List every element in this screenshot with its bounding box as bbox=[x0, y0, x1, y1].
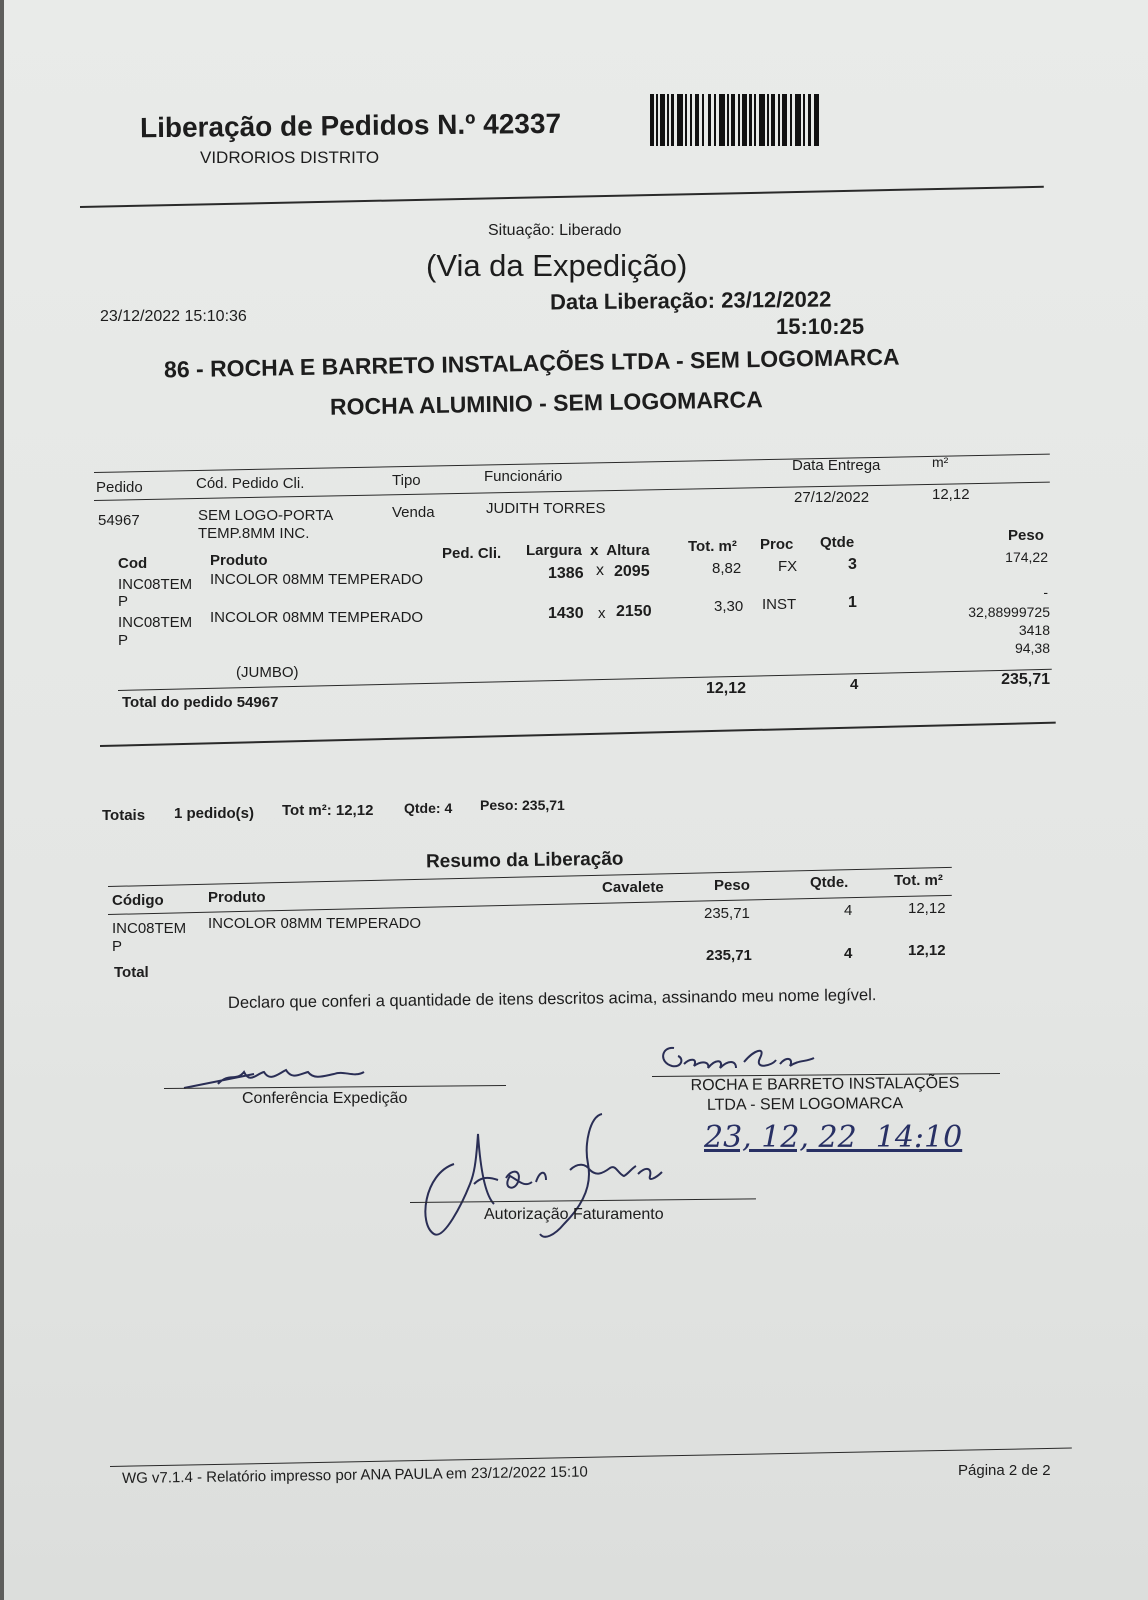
item-row-2-peso-3: 94,38 bbox=[1014, 640, 1050, 656]
totais-peso: Peso: 235,71 bbox=[480, 797, 565, 813]
item-row-2-cod-2: P bbox=[118, 632, 129, 649]
item-row-1-peso: 174,22 bbox=[1005, 549, 1048, 565]
col-header-pedido: Pedido bbox=[96, 479, 143, 496]
order-funcionario: JUDITH TORRES bbox=[486, 500, 606, 517]
item-header-cod: Cod bbox=[118, 555, 148, 572]
item-row-2-largura: 1430 bbox=[548, 605, 584, 622]
resumo-total-tot-m2: 12,12 bbox=[908, 942, 946, 959]
item-row-2-peso-2: 3418 bbox=[1018, 622, 1050, 638]
item-row-2-altura: 2150 bbox=[616, 603, 652, 620]
declaration-text: Declaro que conferi a quantidade de itens descritos acima, assinando meu nome legível. bbox=[227, 986, 877, 1012]
resumo-row-tot-m2: 12,12 bbox=[908, 900, 946, 917]
item-row-2-cod-1: INC08TEM bbox=[118, 614, 193, 631]
col-header-m2: m² bbox=[932, 454, 949, 470]
client-signature-label-2: LTDA - SEM LOGOMARCA bbox=[706, 1095, 904, 1114]
resumo-header-peso: Peso bbox=[714, 877, 750, 894]
data-liberacao: Data Liberação: 23/12/2022 bbox=[549, 286, 832, 315]
item-row-1-tot-m2: 8,82 bbox=[712, 560, 742, 577]
footer-page-number: Página 2 de 2 bbox=[958, 1462, 1051, 1479]
client-name: 86 - ROCHA E BARRETO INSTALAÇÕES LTDA - SEM LOGOMARCA bbox=[163, 343, 900, 383]
item-row-2-qtde: 1 bbox=[848, 594, 857, 611]
order-total-label: Total do pedido 54967 bbox=[122, 694, 279, 711]
order-total-peso: 235,71 bbox=[1001, 671, 1050, 688]
resumo-header-cavalete: Cavalete bbox=[602, 879, 664, 896]
item-row-1-qtde: 3 bbox=[848, 556, 857, 573]
conferencia-label: Conferência Expedição bbox=[242, 1090, 408, 1107]
company-name: VIDRORIOS DISTRITO bbox=[200, 148, 380, 167]
resumo-header-tot-m2: Tot. m² bbox=[894, 872, 943, 889]
item-row-1-cod-2: P bbox=[118, 593, 129, 610]
col-header-cod-pedido-cli: Cód. Pedido Cli. bbox=[196, 475, 305, 492]
order-cod-pedido-cli-2: TEMP.8MM INC. bbox=[198, 525, 310, 542]
item-row-1-produto: INCOLOR 08MM TEMPERADO bbox=[210, 571, 424, 588]
resumo-header-codigo: Código bbox=[112, 892, 164, 909]
resumo-row-produto: INCOLOR 08MM TEMPERADO bbox=[208, 915, 422, 932]
situacao-label: Situação: Liberado bbox=[488, 222, 622, 239]
via-label: (Via da Expedição) bbox=[426, 248, 688, 283]
resumo-row-codigo-2: P bbox=[112, 938, 123, 955]
col-header-tipo: Tipo bbox=[392, 472, 421, 489]
data-liberacao-time: 15:10:25 bbox=[776, 314, 865, 339]
resumo-row-codigo-1: INC08TEM bbox=[112, 920, 187, 937]
item-jumbo-label: (JUMBO) bbox=[236, 664, 299, 681]
client-signature-label-1: ROCHA E BARRETO INSTALAÇÕES bbox=[690, 1074, 960, 1095]
resumo-total-qtde: 4 bbox=[844, 945, 853, 962]
col-header-funcionario: Funcionário bbox=[484, 468, 563, 485]
item-header-produto: Produto bbox=[210, 552, 268, 569]
totais-qtde: Qtde: 4 bbox=[404, 800, 453, 816]
barcode-image bbox=[650, 92, 820, 148]
order-cod-pedido-cli-1: SEM LOGO-PORTA bbox=[198, 507, 334, 524]
resumo-title: Resumo da Liberação bbox=[425, 848, 624, 873]
document-sheet bbox=[4, 0, 1148, 1600]
totais-pedidos: 1 pedido(s) bbox=[174, 805, 255, 822]
resumo-total-peso: 235,71 bbox=[706, 947, 752, 964]
order-pedido: 54967 bbox=[98, 512, 140, 529]
totais-label: Totais bbox=[102, 807, 146, 824]
client-subtitle: ROCHA ALUMINIO - SEM LOGOMARCA bbox=[329, 386, 763, 420]
item-header-peso: Peso bbox=[1008, 527, 1044, 544]
order-total-qtde: 4 bbox=[850, 676, 859, 693]
order-bottom-rule bbox=[100, 722, 1056, 747]
item-header-largura-altura: Largura x Altura bbox=[526, 542, 650, 559]
item-header-proc: Proc bbox=[760, 536, 794, 553]
client-signature bbox=[654, 1040, 834, 1076]
totais-tot-m2: Tot m²: 12,12 bbox=[282, 802, 374, 819]
order-tipo: Venda bbox=[392, 504, 435, 521]
item-row-2-proc: INST bbox=[762, 596, 797, 613]
resumo-header-produto: Produto bbox=[208, 889, 266, 906]
item-row-2-tot-m2: 3,30 bbox=[714, 598, 744, 615]
item-header-qtde: Qtde bbox=[820, 534, 855, 551]
order-data-entrega: 27/12/2022 bbox=[794, 489, 870, 506]
autorizacao-label: Autorização Faturamento bbox=[484, 1206, 664, 1223]
item-row-1-x: x bbox=[596, 562, 604, 579]
handwritten-date: 23, 12, 22 14:10 bbox=[704, 1120, 963, 1155]
resumo-row-peso: 235,71 bbox=[704, 905, 750, 922]
resumo-header-qtde: Qtde. bbox=[810, 874, 849, 891]
item-row-1-altura: 2095 bbox=[614, 563, 650, 580]
item-row-2-x: x bbox=[598, 605, 606, 622]
printed-datetime: 23/12/2022 15:10:36 bbox=[100, 308, 247, 325]
item-row-2-peso-1: 32,88999725 bbox=[968, 604, 1050, 620]
header-divider bbox=[80, 186, 1044, 208]
order-table-top-rule bbox=[94, 454, 1050, 473]
resumo-row-qtde: 4 bbox=[844, 902, 853, 919]
footer-rule bbox=[110, 1448, 1072, 1467]
order-total-m2: 12,12 bbox=[706, 680, 747, 697]
document-title: Liberação de Pedidos N.º 42337 bbox=[139, 107, 562, 144]
item-header-tot-m2: Tot. m² bbox=[688, 538, 737, 555]
item-row-2-produto: INCOLOR 08MM TEMPERADO bbox=[210, 609, 424, 626]
item-row-1-proc: FX bbox=[778, 558, 798, 575]
col-header-data-entrega: Data Entrega bbox=[792, 457, 881, 474]
resumo-total-label: Total bbox=[114, 964, 149, 981]
item-row-1-cod-1: INC08TEM bbox=[118, 576, 193, 593]
item-row-2-peso-dash: - bbox=[1043, 584, 1048, 600]
footer-printed-by: WG v7.1.4 - Relatório impresso por ANA PAULA em 23/12/2022 15:10 bbox=[121, 1463, 588, 1487]
item-header-ped-cli: Ped. Cli. bbox=[442, 545, 502, 562]
item-row-1-largura: 1386 bbox=[548, 565, 584, 582]
order-m2: 12,12 bbox=[932, 486, 970, 503]
